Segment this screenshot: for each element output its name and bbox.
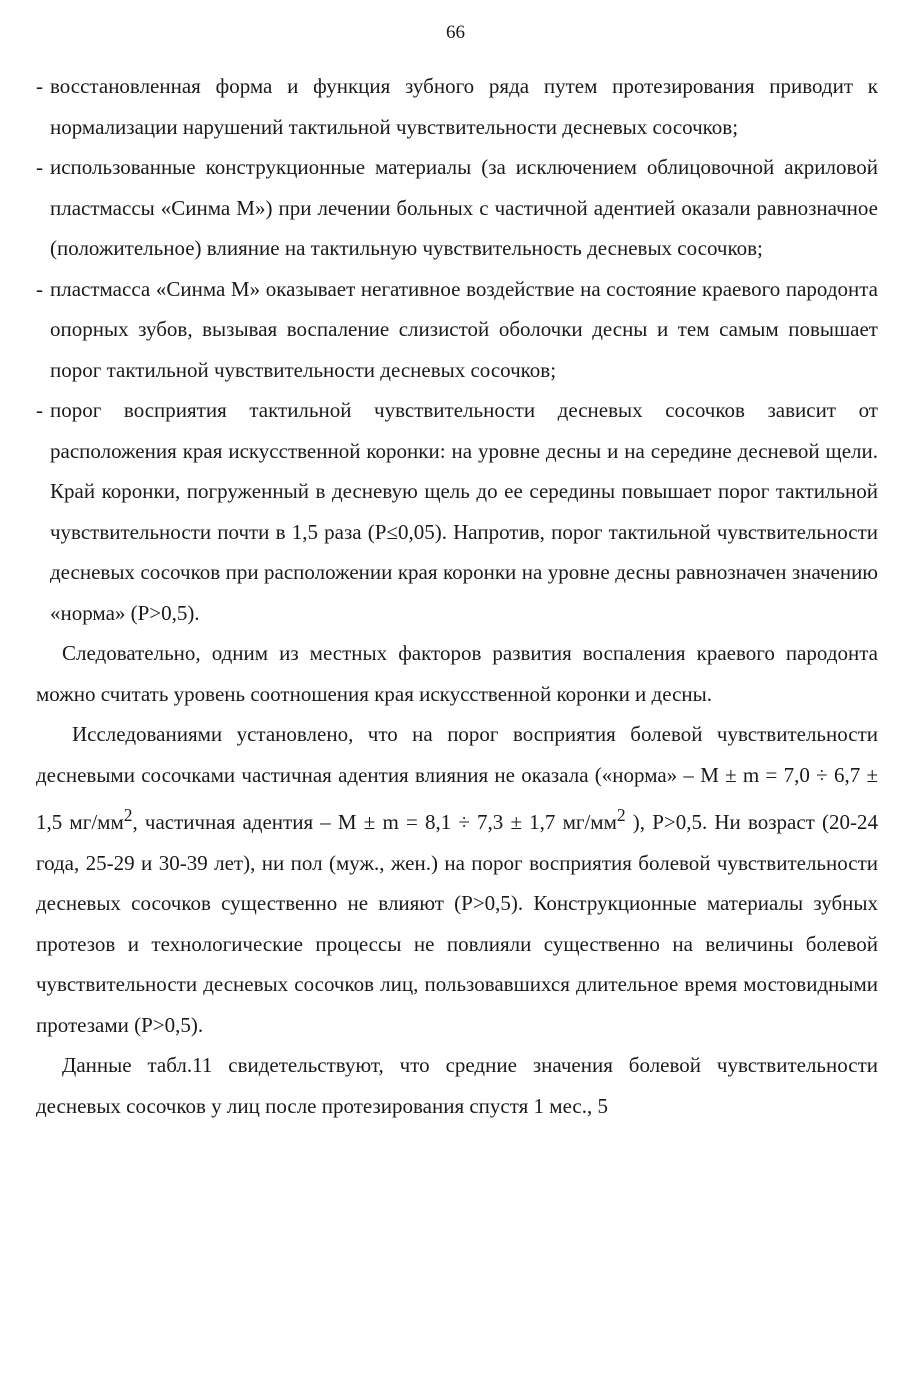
superscript: 2 — [616, 805, 626, 825]
list-item — [36, 390, 878, 633]
page-text — [36, 66, 878, 1126]
paragraph-text: ), Р>0,5. Ни возраст (20-24 года, 25-29 и 30-39 лет), ни пол (муж., жен.) на порог восприятия болевой чувствительности десневых сосочков существенно не влияют (Р>0,5). Конструкционные материалы зубных протезов и технологические процессы не повлияли существенно на величины болевой чувствительности десневых сосочков лиц, пользовавшихся длительное время мостовидными протезами (Р>0,5). — [36, 810, 878, 1037]
list-bullet: - — [36, 276, 43, 301]
paragraph-pain-sensitivity — [36, 714, 878, 1045]
list-bullet: - — [36, 155, 43, 179]
list-item-text: порог восприятия тактильной чувствительности десневых сосочков зависит от расположения края искусственной коронки: на уровне десны и на середине десневой щели. Край коронки, погруженный в десневую щель до ее середины повышает порог тактильной чувствительности почти в 1,5 раза (Р≤0,05). Напротив, порог тактильной чувствительности десневых сосочков при расположении края коронки на уровне десны равнозначен значению «норма» (Р>0,5). — [50, 398, 878, 625]
list-item-text: пластмасса «Синма М» оказывает негативное воздействие на состояние краевого пародонта опорных зубов, вызывая воспаление слизистой оболочки десны и тем самым повышает порог тактильной чувствительности десневых сосочков; — [50, 276, 878, 382]
list-item-text: использованные конструкционные материалы (за исключением облицовочной акриловой пластмассы «Синма М») при лечении больных с частичной адентией оказали равнозначное (положительное) влияние на тактильную чувствительность десневых сосочков; — [50, 155, 878, 260]
paragraph-table-reference: Данные табл.11 свидетельствуют, что средние значения болевой чувствительности десневых сосочков у лиц после протезирования спустя 1 мес., 5 — [36, 1053, 878, 1118]
superscript: 2 — [123, 805, 133, 825]
list-bullet: - — [36, 398, 43, 422]
paragraph-text: , частичная адентия – М ± m = 8,1 ÷ 7,3 ± 1,7 мг/мм — [132, 810, 617, 834]
page-number: 66 — [446, 22, 465, 43]
list-item — [36, 269, 878, 391]
list-item — [36, 66, 878, 147]
list-bullet: - — [36, 74, 43, 98]
list-item-text: восстановленная форма и функция зубного ряда путем протезирования приводит к нормализации нарушений тактильной чувствительности десневых сосочков; — [50, 74, 878, 139]
paragraph-text: Исследованиями установлено, что на порог восприятия болевой чувствительности десневыми сосочками частичная адентия влияния не оказала («норма» – М ± m = 7,0 ÷ 6,7 ± 1,5 мг/мм — [36, 722, 878, 834]
paragraph-conclusion: Следовательно, одним из местных факторов развития воспаления краевого пародонта можно считать уровень соотношения края искусственной коронки и десны. — [36, 641, 878, 706]
list-item — [36, 147, 878, 269]
